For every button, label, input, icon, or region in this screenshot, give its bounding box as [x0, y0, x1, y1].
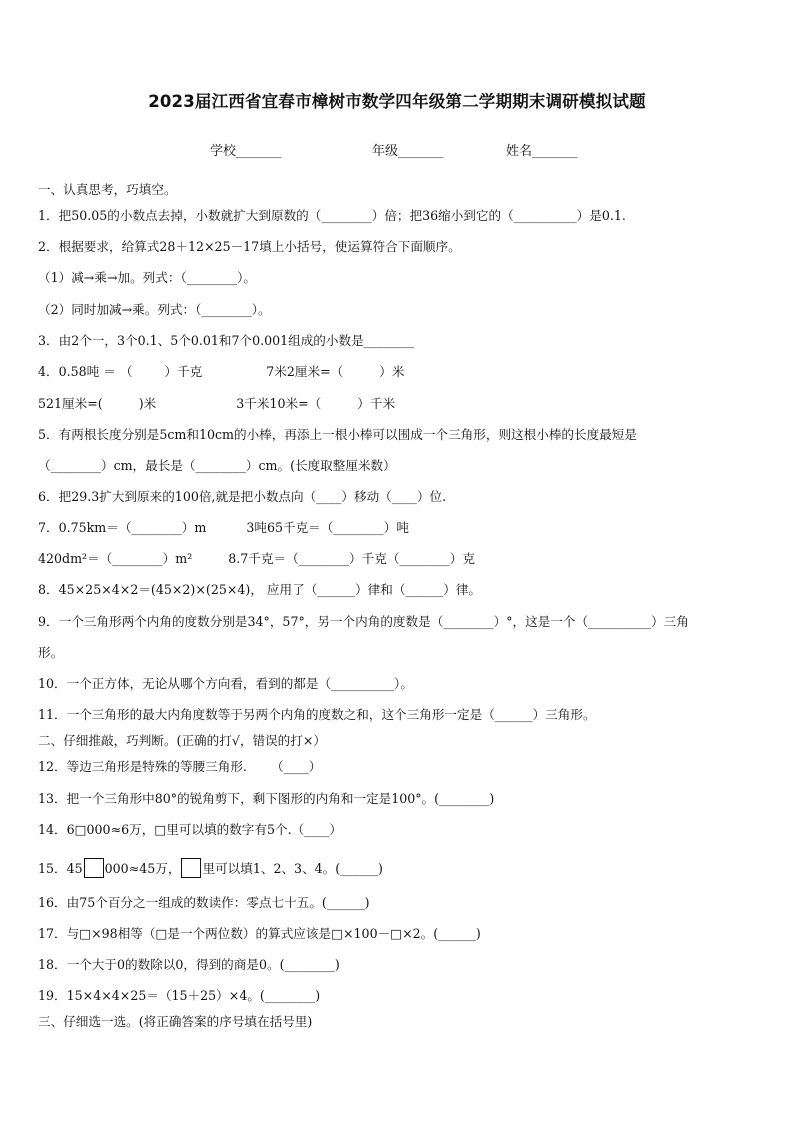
question-15-end: 里可以填1、2、3、4。(______) [202, 861, 383, 876]
question-15-number: 15．45 [38, 861, 83, 876]
digit-box [181, 858, 201, 878]
question-2-part-1: （1）减→乘→加。列式：（________）。 [38, 270, 257, 285]
question-8: 8．45×25×4×2＝(45×2)×(25×4)， 应用了（______）律和（______）律。 [38, 582, 482, 597]
name-field: 姓名_______ [506, 144, 578, 159]
question-9: 9．一个三角形两个内角的度数分别是34°，57°，另一个内角的度数是（________）°，这是一个（__________）三角 [38, 614, 689, 629]
question-17: 17．与□×98相等（□是一个两位数）的算式应该是□×100－□×2。(______) [38, 926, 481, 941]
page-title: 2023届江西省宜春市樟树市数学四年级第二学期期末调研模拟试题 [148, 92, 646, 111]
question-6: 6．把29.3扩大到原来的100倍,就是把小数点向（____）移动（____）位. [38, 489, 447, 504]
section-2-heading: 二、仔细推敲，巧判断。(正确的打√，错误的打×） [38, 733, 326, 748]
question-7-row-2: 420dm²＝（________）m² 8.7千克＝（________）千克（________）克 [38, 551, 475, 566]
question-7-row-1: 7．0.75km＝（________）m 3吨65千克＝（________）吨 [38, 520, 409, 535]
grade-field: 年级_______ [372, 144, 444, 159]
question-14: 14．6□000≈6万，□里可以填的数字有5个.（____） [38, 822, 342, 837]
question-2: 2．根据要求，给算式28＋12×25－17填上小括号，使运算符合下面顺序。 [38, 239, 461, 254]
question-18: 18．一个大于0的数除以0，得到的商是0。(________) [38, 957, 340, 972]
question-4-row-2: 521厘米=( )米 3千米10米=（ ）千米 [38, 396, 396, 411]
question-10: 10．一个正方体，无论从哪个方向看，看到的都是（__________）。 [38, 676, 413, 691]
question-4-row-1: 4．0.58吨 ＝ （ ）千克 7米2厘米=（ ）米 [38, 364, 405, 379]
question-5-cont: （________）cm，最长是（________）cm。(长度取整厘米数） [38, 458, 396, 473]
section-3-heading: 三、仔细选一选。(将正确答案的序号填在括号里) [38, 1014, 313, 1029]
question-11: 11．一个三角形的最大内角度数等于另两个内角的度数之和，这个三角形一定是（______）三角形。 [38, 707, 596, 722]
question-9-cont: 形。 [38, 645, 64, 660]
school-field: 学校_______ [210, 144, 282, 159]
digit-box [84, 858, 104, 878]
question-5: 5．有两根长度分别是5cm和10cm的小棒，再添上一根小棒可以围成一个三角形，则这根小棒的长度最短是 [38, 427, 637, 442]
question-3: 3．由2个一，3个0.1、5个0.01和7个0.001组成的小数是________ [38, 333, 415, 348]
question-16: 16．由75个百分之一组成的数读作：零点七十五。(______) [38, 895, 370, 910]
question-2-part-2: （2）同时加减→乘。列式：（________）。 [38, 302, 271, 317]
question-13: 13．把一个三角形中80°的锐角剪下，剩下图形的内角和一定是100°。(________) [38, 791, 495, 806]
question-19: 19．15×4×4×25＝（15＋25）×4。(________) [38, 988, 321, 1003]
question-15 [38, 858, 383, 878]
question-15-middle: 000≈45万， [104, 861, 181, 876]
section-1-heading: 一、认真思考，巧填空。 [38, 182, 177, 197]
question-12: 12．等边三角形是特殊的等腰三角形. （____） [38, 759, 322, 774]
question-1: 1．把50.05的小数点去掉，小数就扩大到原数的（________）倍；把36缩小到它的（__________）是0.1. [38, 208, 626, 223]
